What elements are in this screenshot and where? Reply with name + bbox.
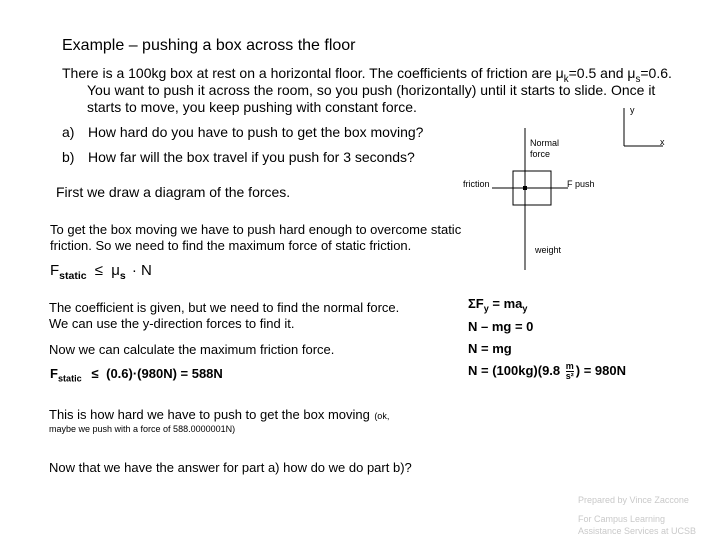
credit-line-2: For Campus Learning Assistance Services at UCSB <box>578 514 697 536</box>
static-friction-inequality: $F_{static} \le \mu_s \cdot N$ <box>50 262 152 282</box>
normal-force-label-1: Normal <box>530 138 560 148</box>
normal-force-label-2: force <box>530 149 551 159</box>
weight-label: weight <box>535 245 562 255</box>
equation-normal-value: N = (100kg)(9.8 $\frac{m}{\text{s²}}$ ) = 980N <box>468 361 627 381</box>
coef-text-line-2: We can use the y-direction forces to find it. <box>49 316 295 331</box>
equation-normal-balance: N – mg = 0 <box>468 319 534 334</box>
intro-line-2: You want to push it across the room, so you push (horizontally) until it starts to slide. Once it <box>87 82 656 98</box>
question-b-text: How far will the box travel if you push for 3 seconds? <box>88 149 415 165</box>
coef-text-line-1: The coefficient is given, but we need to find the normal force. <box>49 300 400 315</box>
static-text-line-2: friction. So we need to find the maximum force of static friction. <box>50 238 412 253</box>
draw-forces-text: First we draw a diagram of the forces. <box>56 184 291 200</box>
y-axis-label: y <box>630 105 635 115</box>
result-aside: maybe we push with a force of 588.0000001N) <box>49 424 236 434</box>
intro-line-1: There is a 100kg box at rest on a horizontal floor. The coefficients of friction are $\mu_k=0.5$ and $\mu_s=0.6$. <box>62 65 672 85</box>
max-friction-inequality: $F_{static} \le (0.6)\cdot(980N) = 588N$ <box>50 366 223 384</box>
x-axis-label: x <box>660 137 665 147</box>
part-b-text: Now that we have the answer for part a) how do we do part b)? <box>49 460 412 475</box>
static-text-line-1: To get the box moving we have to push hard enough to overcome static <box>50 222 462 237</box>
center-point <box>523 186 527 190</box>
question-a-text: How hard do you have to push to get the box moving? <box>88 124 424 140</box>
push-force-label: F push <box>567 179 595 189</box>
equation-sum-forces: $\Sigma F_y = ma_y$ <box>468 296 528 314</box>
page-title: Example – pushing a box across the floor <box>62 37 356 54</box>
intro-line-3: starts to move, you keep pushing with constant force. <box>87 99 417 115</box>
question-a-marker: a) <box>62 124 75 140</box>
credit-line-1: Prepared by Vince Zaccone <box>578 495 689 505</box>
result-text: This is how hard we have to push to get the box moving (ok, <box>49 407 390 422</box>
friction-label: friction <box>463 179 490 189</box>
equation-normal-mg: N = mg <box>468 341 512 356</box>
max-friction-text: Now we can calculate the maximum friction force. <box>49 342 335 357</box>
axes-diagram <box>615 108 665 153</box>
question-b-marker: b) <box>62 149 75 165</box>
